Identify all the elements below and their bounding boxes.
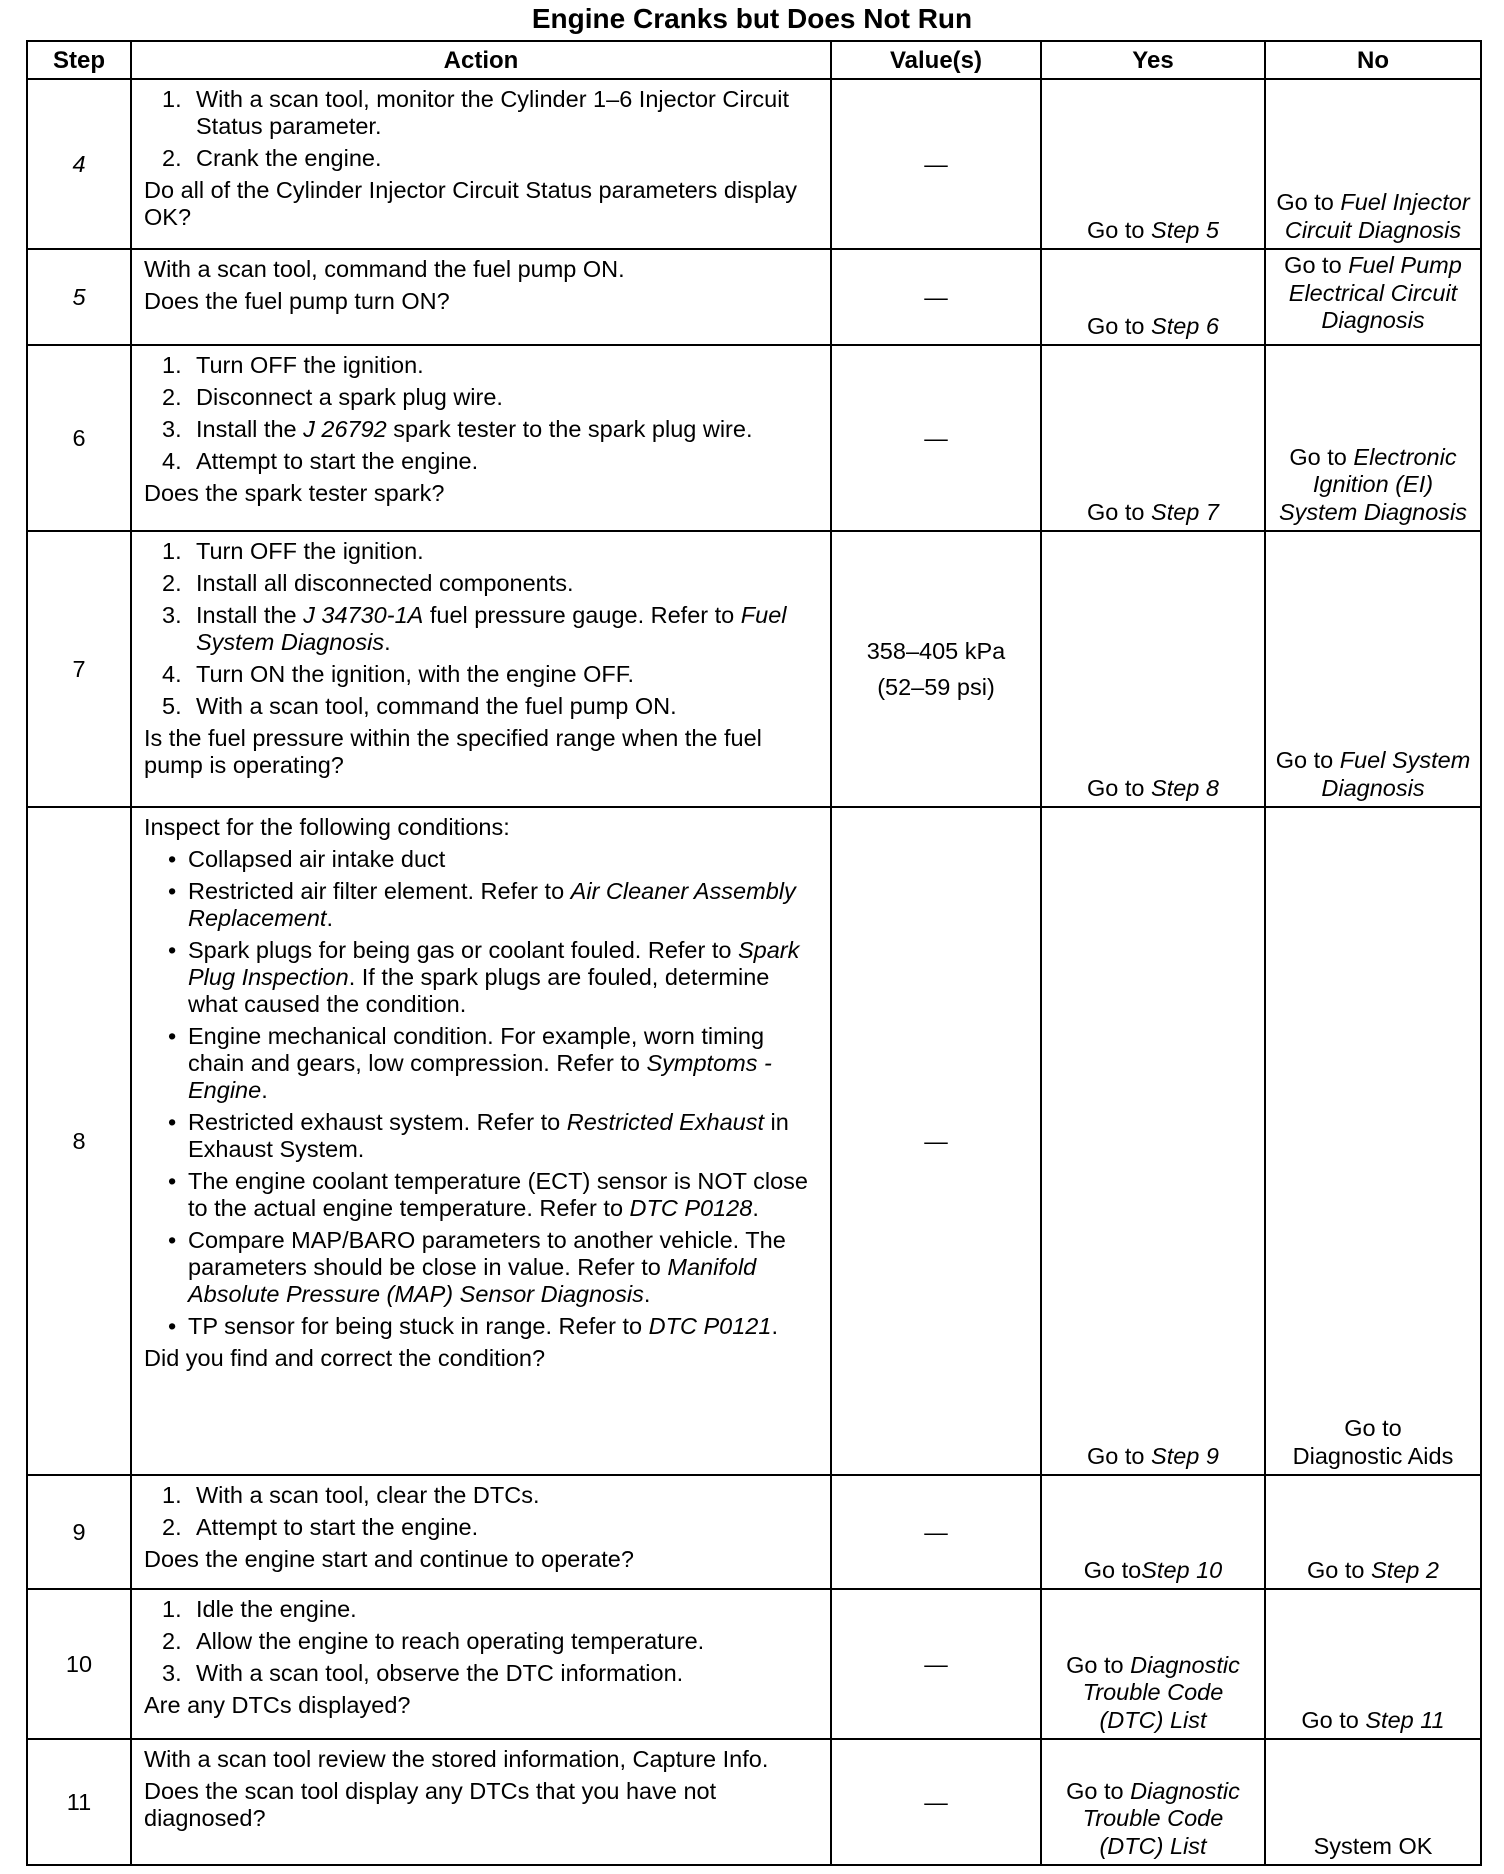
step-number: 10 [27, 1589, 131, 1739]
yes-link[interactable]: Diagnostic Trouble Code (DTC) List [1082, 1777, 1240, 1859]
no-cell: Go to Fuel System Diagnosis [1265, 531, 1481, 807]
table-row [27, 807, 1481, 1475]
list-item: 4. Attempt to start the engine. [162, 448, 479, 474]
list-item: • The engine coolant temperature (ECT) sensor is NOT close to the actual engine temperature. Refer to DTC P0128. [168, 1168, 808, 1221]
no-link[interactable]: Fuel System Diagnosis [1321, 747, 1471, 801]
list-item: 4. Turn ON the ignition, with the engine OFF. [162, 661, 635, 687]
question: Does the spark tester spark? [144, 480, 445, 506]
value-cell: — [831, 1589, 1041, 1739]
no-cell: Go to Fuel Pump Electrical Circuit Diagnosis [1265, 249, 1481, 345]
header-step: Step [27, 41, 131, 79]
question: Is the fuel pressure within the specified range when the fuel pump is operating? [144, 725, 762, 778]
no-link[interactable]: Fuel Injector Circuit Diagnosis [1284, 189, 1470, 243]
list-item: 5. With a scan tool, command the fuel pump ON. [162, 693, 677, 719]
list-item: 2. Crank the engine. [162, 145, 382, 171]
table-row [27, 531, 1481, 807]
list-item: • Engine mechanical condition. For example, worn timing chain and gears, low compression. Refer to Symptoms - Engine. [168, 1023, 772, 1103]
page-title: Engine Cranks but Does Not Run [531, 3, 973, 34]
yes-cell: Go to Step 6 [1041, 249, 1265, 345]
table-row [27, 1475, 1481, 1589]
yes-link[interactable]: Step 10 [1141, 1556, 1223, 1583]
yes-link[interactable]: Step 8 [1151, 774, 1219, 801]
list-item: 3. With a scan tool, observe the DTC information. [162, 1660, 684, 1686]
yes-link[interactable]: Step 5 [1151, 216, 1219, 243]
list-item: • Restricted exhaust system. Refer to Restricted Exhaust in Exhaust System. [168, 1109, 789, 1162]
question: Are any DTCs displayed? [144, 1692, 411, 1718]
list-item: 3. Install the J 26792 spark tester to the spark plug wire. [162, 416, 753, 442]
step-number: 9 [27, 1475, 131, 1589]
list-item: • Compare MAP/BARO parameters to another vehicle. The parameters should be close in value. Refer to Manifold Absolute Pressure (MAP) Sensor Diagnosis. [168, 1227, 786, 1307]
question: Does the scan tool display any DTCs that you have not diagnosed? [144, 1778, 717, 1831]
list-item: 2. Attempt to start the engine. [162, 1514, 479, 1540]
no-link[interactable]: Fuel Pump Electrical Circuit Diagnosis [1288, 252, 1462, 333]
list-item: • Collapsed air intake duct [168, 846, 446, 872]
no-cell: Go to Step 2 [1265, 1475, 1481, 1589]
header-no: No [1265, 41, 1481, 79]
value-cell: — [831, 249, 1041, 345]
list-item: 1. Idle the engine. [162, 1596, 357, 1622]
action-cell [131, 1589, 831, 1739]
step-number: 7 [27, 531, 131, 807]
value-kpa: 358–405 kPa [866, 638, 1006, 664]
step-number: 4 [27, 79, 131, 249]
action-cell [131, 531, 831, 807]
no-cell: Go to Electronic Ignition (EI) System Diagnosis [1265, 345, 1481, 531]
step-number: 11 [27, 1739, 131, 1865]
table-row [27, 249, 1481, 345]
yes-link[interactable]: Step 6 [1151, 312, 1219, 339]
value-cell: — [831, 1739, 1041, 1865]
no-link[interactable]: Step 2 [1371, 1556, 1439, 1583]
value-cell [831, 531, 1041, 807]
table-row [27, 345, 1481, 531]
list-item: 1. With a scan tool, monitor the Cylinder 1–6 Injector Circuit Status parameter. [162, 86, 789, 139]
no-cell [1265, 807, 1481, 1475]
list-item: 3. Install the J 34730-1A fuel pressure gauge. Refer to Fuel System Diagnosis. [162, 602, 787, 655]
diagnostic-table [26, 40, 1482, 1866]
action-cell: With a scan tool, command the fuel pump ON. Does the fuel pump turn ON? [131, 249, 831, 345]
list-item: 2. Allow the engine to reach operating temperature. [162, 1628, 705, 1654]
list-item: 2. Install all disconnected components. [162, 570, 574, 596]
yes-link[interactable]: Step 7 [1151, 498, 1219, 525]
yes-link[interactable]: Step 9 [1151, 1442, 1219, 1469]
table-header-row [27, 41, 1481, 79]
step-number: 6 [27, 345, 131, 531]
list-item: 2. Disconnect a spark plug wire. [162, 384, 503, 410]
no-link[interactable]: Step 11 [1365, 1706, 1445, 1733]
table-row [27, 79, 1481, 249]
step-number: 8 [27, 807, 131, 1475]
value-cell: — [831, 807, 1041, 1475]
yes-cell: Go to Step 9 [1041, 807, 1265, 1475]
header-yes: Yes [1041, 41, 1265, 79]
header-action: Action [131, 41, 831, 79]
no-cell [1265, 1739, 1481, 1865]
value-psi: (52–59 psi) [877, 674, 995, 700]
action-cell [131, 345, 831, 531]
step-number: 5 [27, 249, 131, 345]
question: Do all of the Cylinder Injector Circuit Status parameters display OK? [144, 177, 798, 230]
yes-cell: Go to Step 8 [1041, 531, 1265, 807]
yes-link[interactable]: Diagnostic Trouble Code (DTC) List [1082, 1651, 1240, 1733]
question: Does the fuel pump turn ON? [144, 288, 450, 314]
yes-cell: Go to Diagnostic Trouble Code (DTC) List [1041, 1589, 1265, 1739]
header-values: Value(s) [831, 41, 1041, 79]
yes-cell: Go toStep 10 [1041, 1475, 1265, 1589]
table-row [27, 1589, 1481, 1739]
action-cell: With a scan tool review the stored information, Capture Info. Does the scan tool display any DTCs that you have not diagnosed? [131, 1739, 831, 1865]
value-cell: — [831, 1475, 1041, 1589]
no-cell: Go to Fuel Injector Circuit Diagnosis [1265, 79, 1481, 249]
list-item: • Restricted air filter element. Refer to Air Cleaner Assembly Replacement. [168, 878, 796, 931]
value-cell: — [831, 79, 1041, 249]
question: Does the engine start and continue to operate? [144, 1546, 634, 1572]
yes-cell: Go to Diagnostic Trouble Code (DTC) List [1041, 1739, 1265, 1865]
list-item: 1. With a scan tool, clear the DTCs. [162, 1482, 540, 1508]
no-result: System OK [1313, 1832, 1433, 1859]
list-item: • TP sensor for being stuck in range. Refer to DTC P0121. [168, 1313, 778, 1339]
list-item: 1. Turn OFF the ignition. [162, 538, 424, 564]
table-row [27, 1739, 1481, 1865]
no-cell: Go to Step 11 [1265, 1589, 1481, 1739]
question: Did you find and correct the condition? [144, 1345, 546, 1371]
yes-cell: Go to Step 7 [1041, 345, 1265, 531]
list-item: 1. Turn OFF the ignition. [162, 352, 424, 378]
action-cell: Inspect for the following conditions: • Collapsed air intake duct • Restricted air filter element. Refer to Air Cleaner Assembly Replacement. • Spark plugs for being gas or coolant fouled. Refer to Spark Plug Inspection. If the spark plugs are fouled, determine what caused the condition. • Engine mechanical condition. For example, worn timing chain and gears, low compression. Refer to Symptoms - Engine. • Restricted exhaust system. Refer to Restricted Exhaust in Exhaust System. • The engine coolant temperature (ECT) sensor is NOT close to the actual engine temperature. Refer to DTC P0128. • Compare MAP/BARO parameters to another vehicle. The parameters should be close in value. Refer to Manifold Absolute Pressure (MAP) Sensor Diagnosis. • TP sensor for being stuck in range. Refer to DTC P0121. Did you find and correct the condition? [131, 807, 831, 1475]
value-cell: — [831, 345, 1041, 531]
yes-cell: Go to Step 5 [1041, 79, 1265, 249]
no-link[interactable]: Go to Diagnostic Aids [1292, 1415, 1454, 1469]
action-cell [131, 79, 831, 249]
action-cell [131, 1475, 831, 1589]
list-item: • Spark plugs for being gas or coolant fouled. Refer to Spark Plug Inspection. If the spark plugs are fouled, determine what caused the condition. [168, 937, 800, 1017]
no-link[interactable]: Electronic Ignition (EI) System Diagnosis [1278, 443, 1468, 525]
